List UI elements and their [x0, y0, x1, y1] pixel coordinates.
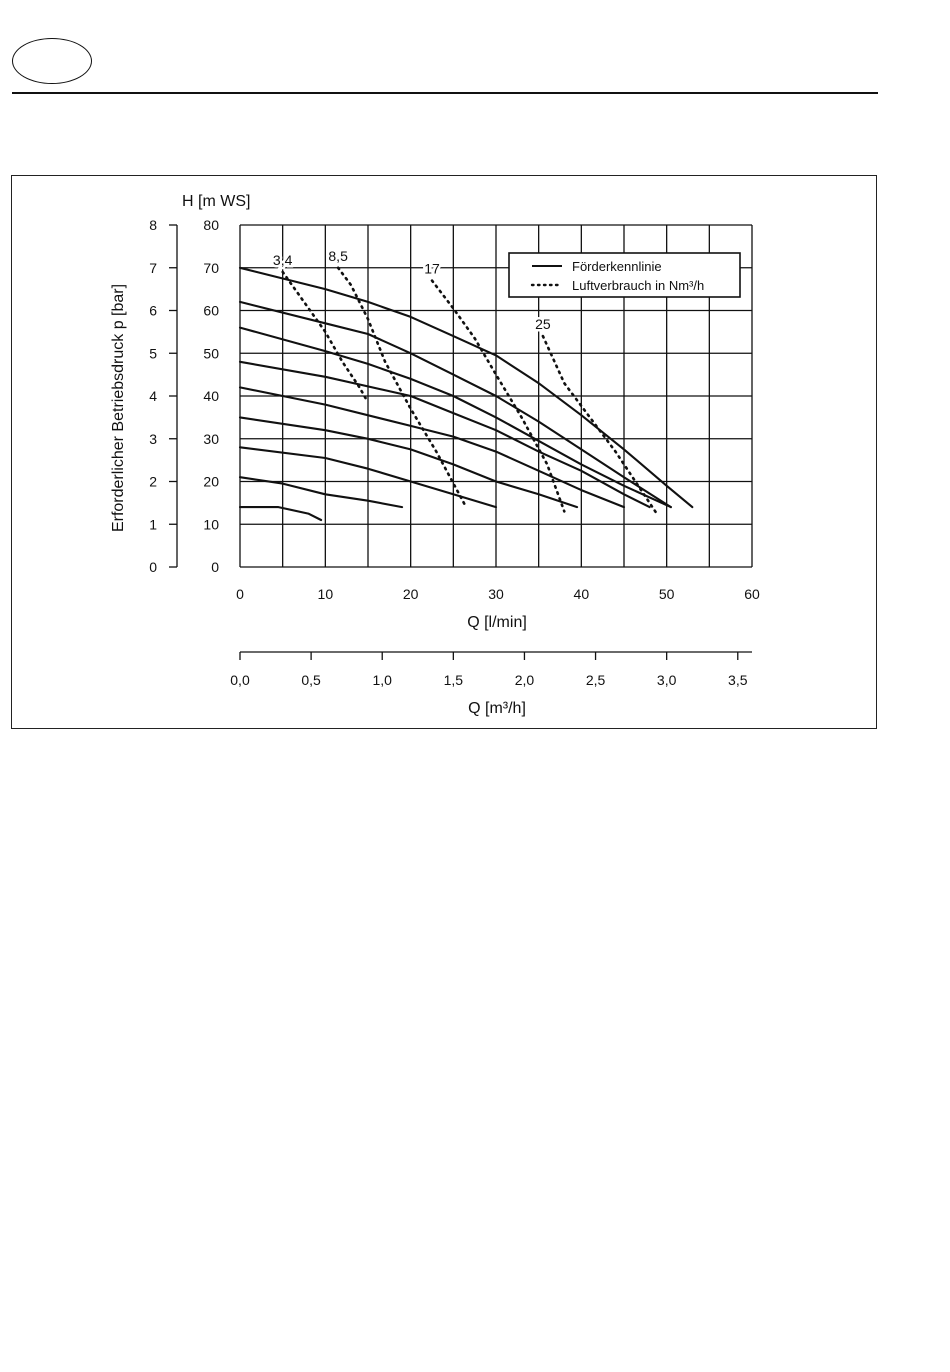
p-tick-label: 8	[149, 217, 157, 233]
h-tick-label: 60	[203, 302, 219, 319]
curve-label: 8,5	[328, 247, 348, 264]
legend-solid-label: Förderkennlinie	[572, 259, 662, 274]
p-tick-label: 6	[149, 302, 157, 319]
h-tick-label: 40	[203, 388, 219, 404]
p-tick-label: 0	[149, 559, 157, 575]
x2-axis-title: Q [m³/h]	[468, 700, 526, 717]
x2-tick-label: 2,5	[585, 672, 606, 688]
x2-tick-label: 3,0	[656, 672, 677, 688]
p-tick-label: 7	[149, 259, 157, 276]
pump-curve	[240, 328, 671, 508]
p-tick-label: 2	[149, 473, 157, 490]
h-tick-label: 50	[203, 345, 219, 362]
p-tick-label: 5	[149, 345, 157, 362]
h-tick-label: 70	[203, 259, 219, 276]
h-tick-label: 30	[203, 430, 219, 447]
pump-curve	[240, 417, 577, 507]
x-tick-label: 60	[744, 586, 760, 602]
curve-label: 25	[535, 316, 551, 333]
h-tick-label: 0	[211, 559, 219, 575]
x2-tick-label: 1,5	[443, 672, 464, 688]
x-tick-label: 0	[236, 586, 244, 602]
legend-dotted-label: Luftverbrauch in Nm³/h	[572, 278, 705, 293]
air-consumption-curve	[338, 268, 466, 507]
legend	[509, 253, 740, 297]
p-tick-label: 3	[149, 430, 157, 447]
x-tick-label: 40	[573, 586, 590, 602]
h-axis-title: H [m WS]	[182, 193, 251, 210]
x-tick-label: 50	[658, 586, 675, 602]
p-axis-title: Erforderlicher Betriebsdruck p [bar]	[110, 283, 127, 533]
x-tick-label: 30	[488, 586, 504, 602]
x-tick-label: 20	[402, 586, 419, 602]
x2-tick-label: 0,5	[301, 672, 321, 688]
p-tick-label: 1	[149, 516, 157, 533]
pump-curve	[240, 507, 321, 520]
h-tick-label: 10	[203, 516, 219, 533]
x2-tick-label: 0,0	[230, 672, 250, 688]
x2-tick-label: 2,0	[514, 672, 535, 688]
p-tick-label: 4	[149, 388, 157, 404]
h-tick-label: 20	[203, 473, 219, 490]
air-consumption-curve	[543, 336, 658, 516]
x2-tick-label: 1,0	[372, 672, 392, 688]
h-tick-label: 80	[203, 217, 219, 233]
curve-label: 3,4	[272, 252, 293, 269]
x-axis-title: Q [l/min]	[467, 614, 527, 631]
x2-tick-label: 3,5	[728, 672, 748, 688]
curve-label: 17	[424, 260, 440, 277]
x-tick-label: 10	[317, 586, 334, 602]
